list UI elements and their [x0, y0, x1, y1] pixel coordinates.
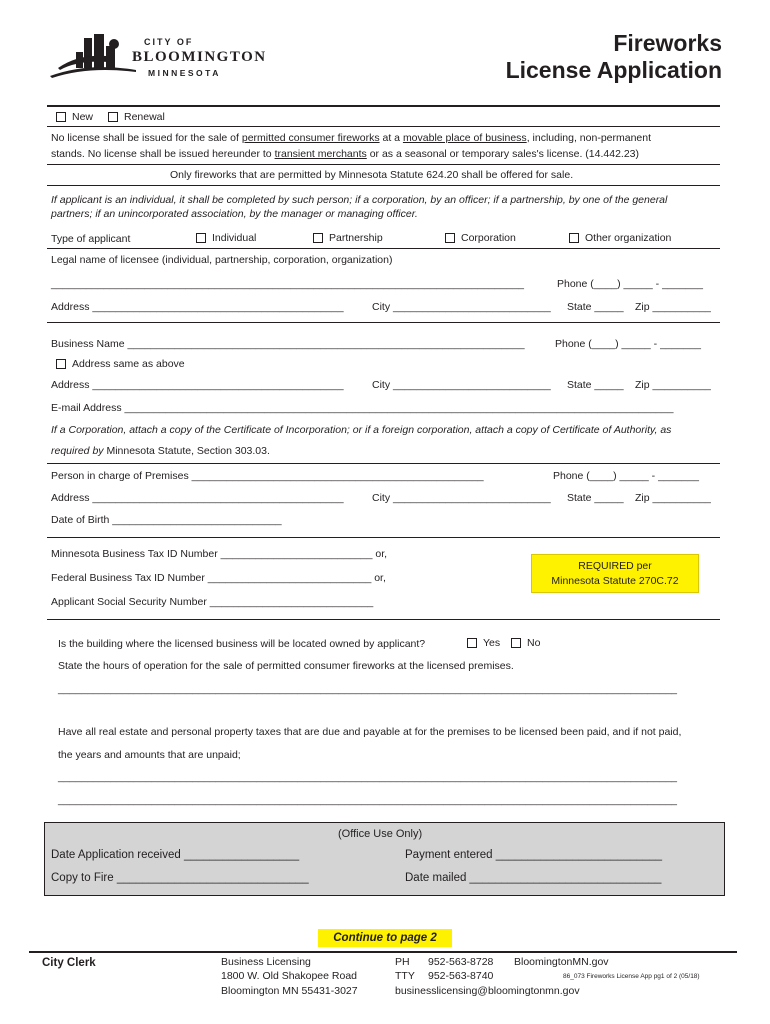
address-same-checkbox[interactable]	[56, 359, 66, 369]
city-state-zip: Bloomington MN 55431-3027	[221, 985, 358, 997]
logo-city-of: CITY OF	[144, 37, 194, 47]
intro-term: transient merchants	[274, 148, 367, 160]
licensee-city-field[interactable]: City ___________________________	[372, 301, 551, 313]
intro-line-2	[51, 148, 639, 160]
phone-number: 952-563-8728	[428, 956, 494, 968]
header-divider	[47, 105, 720, 107]
licensee-state-field[interactable]: State _____	[567, 301, 624, 313]
corporation-note-2	[51, 445, 270, 457]
required-line-1: REQUIRED per	[578, 560, 652, 572]
department-name: Business Licensing	[221, 956, 311, 968]
corporation-checkbox[interactable]	[445, 233, 455, 243]
tty-label: TTY	[395, 970, 415, 982]
date-of-birth-field[interactable]: Date of Birth _____________________________	[51, 514, 282, 526]
status-divider	[47, 126, 720, 127]
corporation-option[interactable]	[445, 232, 516, 244]
applicant-type-label: Type of applicant	[51, 233, 131, 245]
office-use-title: (Office Use Only)	[338, 828, 423, 840]
taxes-question-2: the years and amounts that are unpaid;	[58, 749, 241, 761]
renewal-checkbox[interactable]	[108, 112, 118, 122]
yes-option[interactable]	[467, 637, 500, 649]
intro-text: , including, non-permanent	[526, 132, 652, 144]
continue-to-page-2: Continue to page 2	[318, 929, 452, 947]
business-divider	[47, 463, 720, 464]
licensee-phone-field[interactable]: Phone (____) _____ - _______	[557, 278, 703, 290]
hours-of-operation-field[interactable]: __________________________________________________________________________________________________________	[58, 683, 677, 695]
unpaid-taxes-field-1[interactable]: __________________________________________________________________________________________________________	[58, 771, 677, 783]
licensee-address-field[interactable]: Address ___________________________________________	[51, 301, 344, 313]
federal-tax-id-field[interactable]: Federal Business Tax ID Number ____________________________ or,	[51, 572, 386, 584]
email-link[interactable]: businesslicensing@bloomingtonmn.gov	[395, 985, 580, 997]
other-organization-option[interactable]	[569, 232, 671, 244]
other-organization-label: Other organization	[585, 232, 672, 244]
no-label: No	[527, 637, 541, 649]
logo-name: BLOOMINGTON	[132, 49, 267, 65]
premises-address-field[interactable]: Address ___________________________________________	[51, 492, 344, 504]
new-option[interactable]	[56, 111, 93, 123]
licensee-divider	[47, 322, 720, 323]
corporation-note-1: If a Corporation, attach a copy of the Certificate of Incorporation; or if a foreign corporation, attach a copy of Certificate of Authority, as	[51, 424, 672, 436]
no-option[interactable]	[511, 637, 540, 649]
licensee-zip-field[interactable]: Zip __________	[635, 301, 711, 313]
form-title	[506, 30, 722, 84]
new-label: New	[72, 111, 94, 123]
required-statute-badge	[531, 554, 699, 593]
intro-text: No license shall be issued for the sale of	[51, 132, 242, 144]
partnership-label: Partnership	[329, 232, 383, 244]
corporation-note-statute: Minnesota Statute, Section 303.03.	[103, 445, 270, 457]
business-zip-field[interactable]: Zip __________	[635, 379, 711, 391]
individual-option[interactable]	[196, 232, 256, 244]
intro-text: or as a seasonal or temporary sales's license. (14.442.23)	[366, 148, 640, 160]
tax-divider	[47, 619, 720, 620]
tty-number: 952-563-8740	[428, 970, 494, 982]
city-logo	[48, 30, 278, 80]
completion-instructions-2: partners; if an unincorporated association, by the manager or managing officer.	[51, 208, 418, 220]
business-name-field[interactable]: Business Name ____________________________________________________________________	[51, 338, 525, 350]
date-mailed-field[interactable]: Date mailed ______________________________	[405, 872, 662, 884]
office-use-box	[44, 822, 725, 896]
partnership-option[interactable]	[313, 232, 383, 244]
taxes-question-1: Have all real estate and personal property taxes that are due and payable at for the premises to be licensed been paid, and if not paid,	[58, 726, 682, 738]
premises-divider	[47, 537, 720, 538]
footer-divider	[29, 951, 737, 953]
partnership-checkbox[interactable]	[313, 233, 323, 243]
intro-term: permitted consumer fireworks	[241, 132, 380, 144]
business-phone-field[interactable]: Phone (____) _____ - _______	[555, 338, 701, 350]
city-clerk-label: City Clerk	[42, 957, 96, 969]
copy-to-fire-field[interactable]: Copy to Fire ______________________________	[51, 872, 309, 884]
note-divider	[47, 185, 720, 186]
premises-state-field[interactable]: State _____	[567, 492, 624, 504]
renewal-option[interactable]	[108, 111, 165, 123]
form-id: 86_073 Fireworks License App pg1 of 2 (05/18)	[563, 973, 700, 980]
individual-checkbox[interactable]	[196, 233, 206, 243]
title-line-2: License Application	[505, 57, 722, 83]
title-line-1: Fireworks	[613, 30, 722, 56]
new-checkbox[interactable]	[56, 112, 66, 122]
no-checkbox[interactable]	[511, 638, 521, 648]
website-link[interactable]: BloomingtonMN.gov	[514, 956, 609, 968]
intro-term: movable place of business	[402, 132, 527, 144]
intro-line-1	[51, 132, 651, 144]
mn-tax-id-field[interactable]: Minnesota Business Tax ID Number __________________________ or,	[51, 548, 388, 560]
individual-label: Individual	[212, 232, 257, 244]
unpaid-taxes-field-2[interactable]: __________________________________________________________________________________________________________	[58, 794, 677, 806]
date-received-field[interactable]: Date Application received __________________	[51, 849, 300, 861]
other-organization-checkbox[interactable]	[569, 233, 579, 243]
premises-phone-field[interactable]: Phone (____) _____ - _______	[553, 470, 699, 482]
building-owned-question: Is the building where the licensed business will be located owned by applicant?	[58, 638, 426, 650]
legal-name-label: Legal name of licensee (individual, partnership, corporation, organization)	[51, 254, 393, 266]
business-address-field[interactable]: Address ___________________________________________	[51, 379, 344, 391]
premises-city-field[interactable]: City ___________________________	[372, 492, 551, 504]
business-state-field[interactable]: State _____	[567, 379, 624, 391]
intro-divider	[47, 164, 720, 165]
person-in-charge-field[interactable]: Person in charge of Premises __________________________________________________	[51, 470, 484, 482]
logo-state: MINNESOTA	[148, 68, 221, 78]
hours-of-operation-label: State the hours of operation for the sale of permitted consumer fireworks at the licensed premises.	[58, 660, 514, 672]
required-line-2: Minnesota Statute 270C.72	[551, 575, 679, 587]
address-same-label: Address same as above	[72, 358, 185, 370]
business-email-field[interactable]: E-mail Address ______________________________________________________________________________________________	[51, 402, 674, 414]
business-city-field[interactable]: City ___________________________	[372, 379, 551, 391]
yes-checkbox[interactable]	[467, 638, 477, 648]
renewal-label: Renewal	[124, 111, 165, 123]
ssn-field[interactable]: Applicant Social Security Number ____________________________	[51, 596, 374, 608]
intro-text: stands. No license shall be issued hereunder to	[51, 148, 275, 160]
yes-label: Yes	[483, 637, 501, 649]
completion-instructions-1: If applicant is an individual, it shall be completed by such person; if a corporation, by an officer; if a partnership, by one of the general	[51, 194, 668, 206]
phone-label: PH	[395, 956, 410, 968]
corporation-label: Corporation	[461, 232, 516, 244]
intro-text: at a	[379, 132, 403, 144]
corporation-note-required: required by	[51, 445, 104, 457]
payment-entered-field[interactable]: Payment entered __________________________	[405, 849, 663, 861]
street-address: 1800 W. Old Shakopee Road	[221, 970, 358, 982]
premises-zip-field[interactable]: Zip __________	[635, 492, 711, 504]
skyline-logo-icon	[48, 32, 138, 78]
permitted-fireworks-note: Only fireworks that are permitted by Minnesota Statute 624.20 shall be offered for sale.	[170, 169, 574, 181]
legal-name-field[interactable]: _________________________________________________________________________________	[51, 278, 525, 290]
applicant-type-divider	[47, 248, 720, 249]
address-same-option[interactable]	[56, 358, 185, 370]
